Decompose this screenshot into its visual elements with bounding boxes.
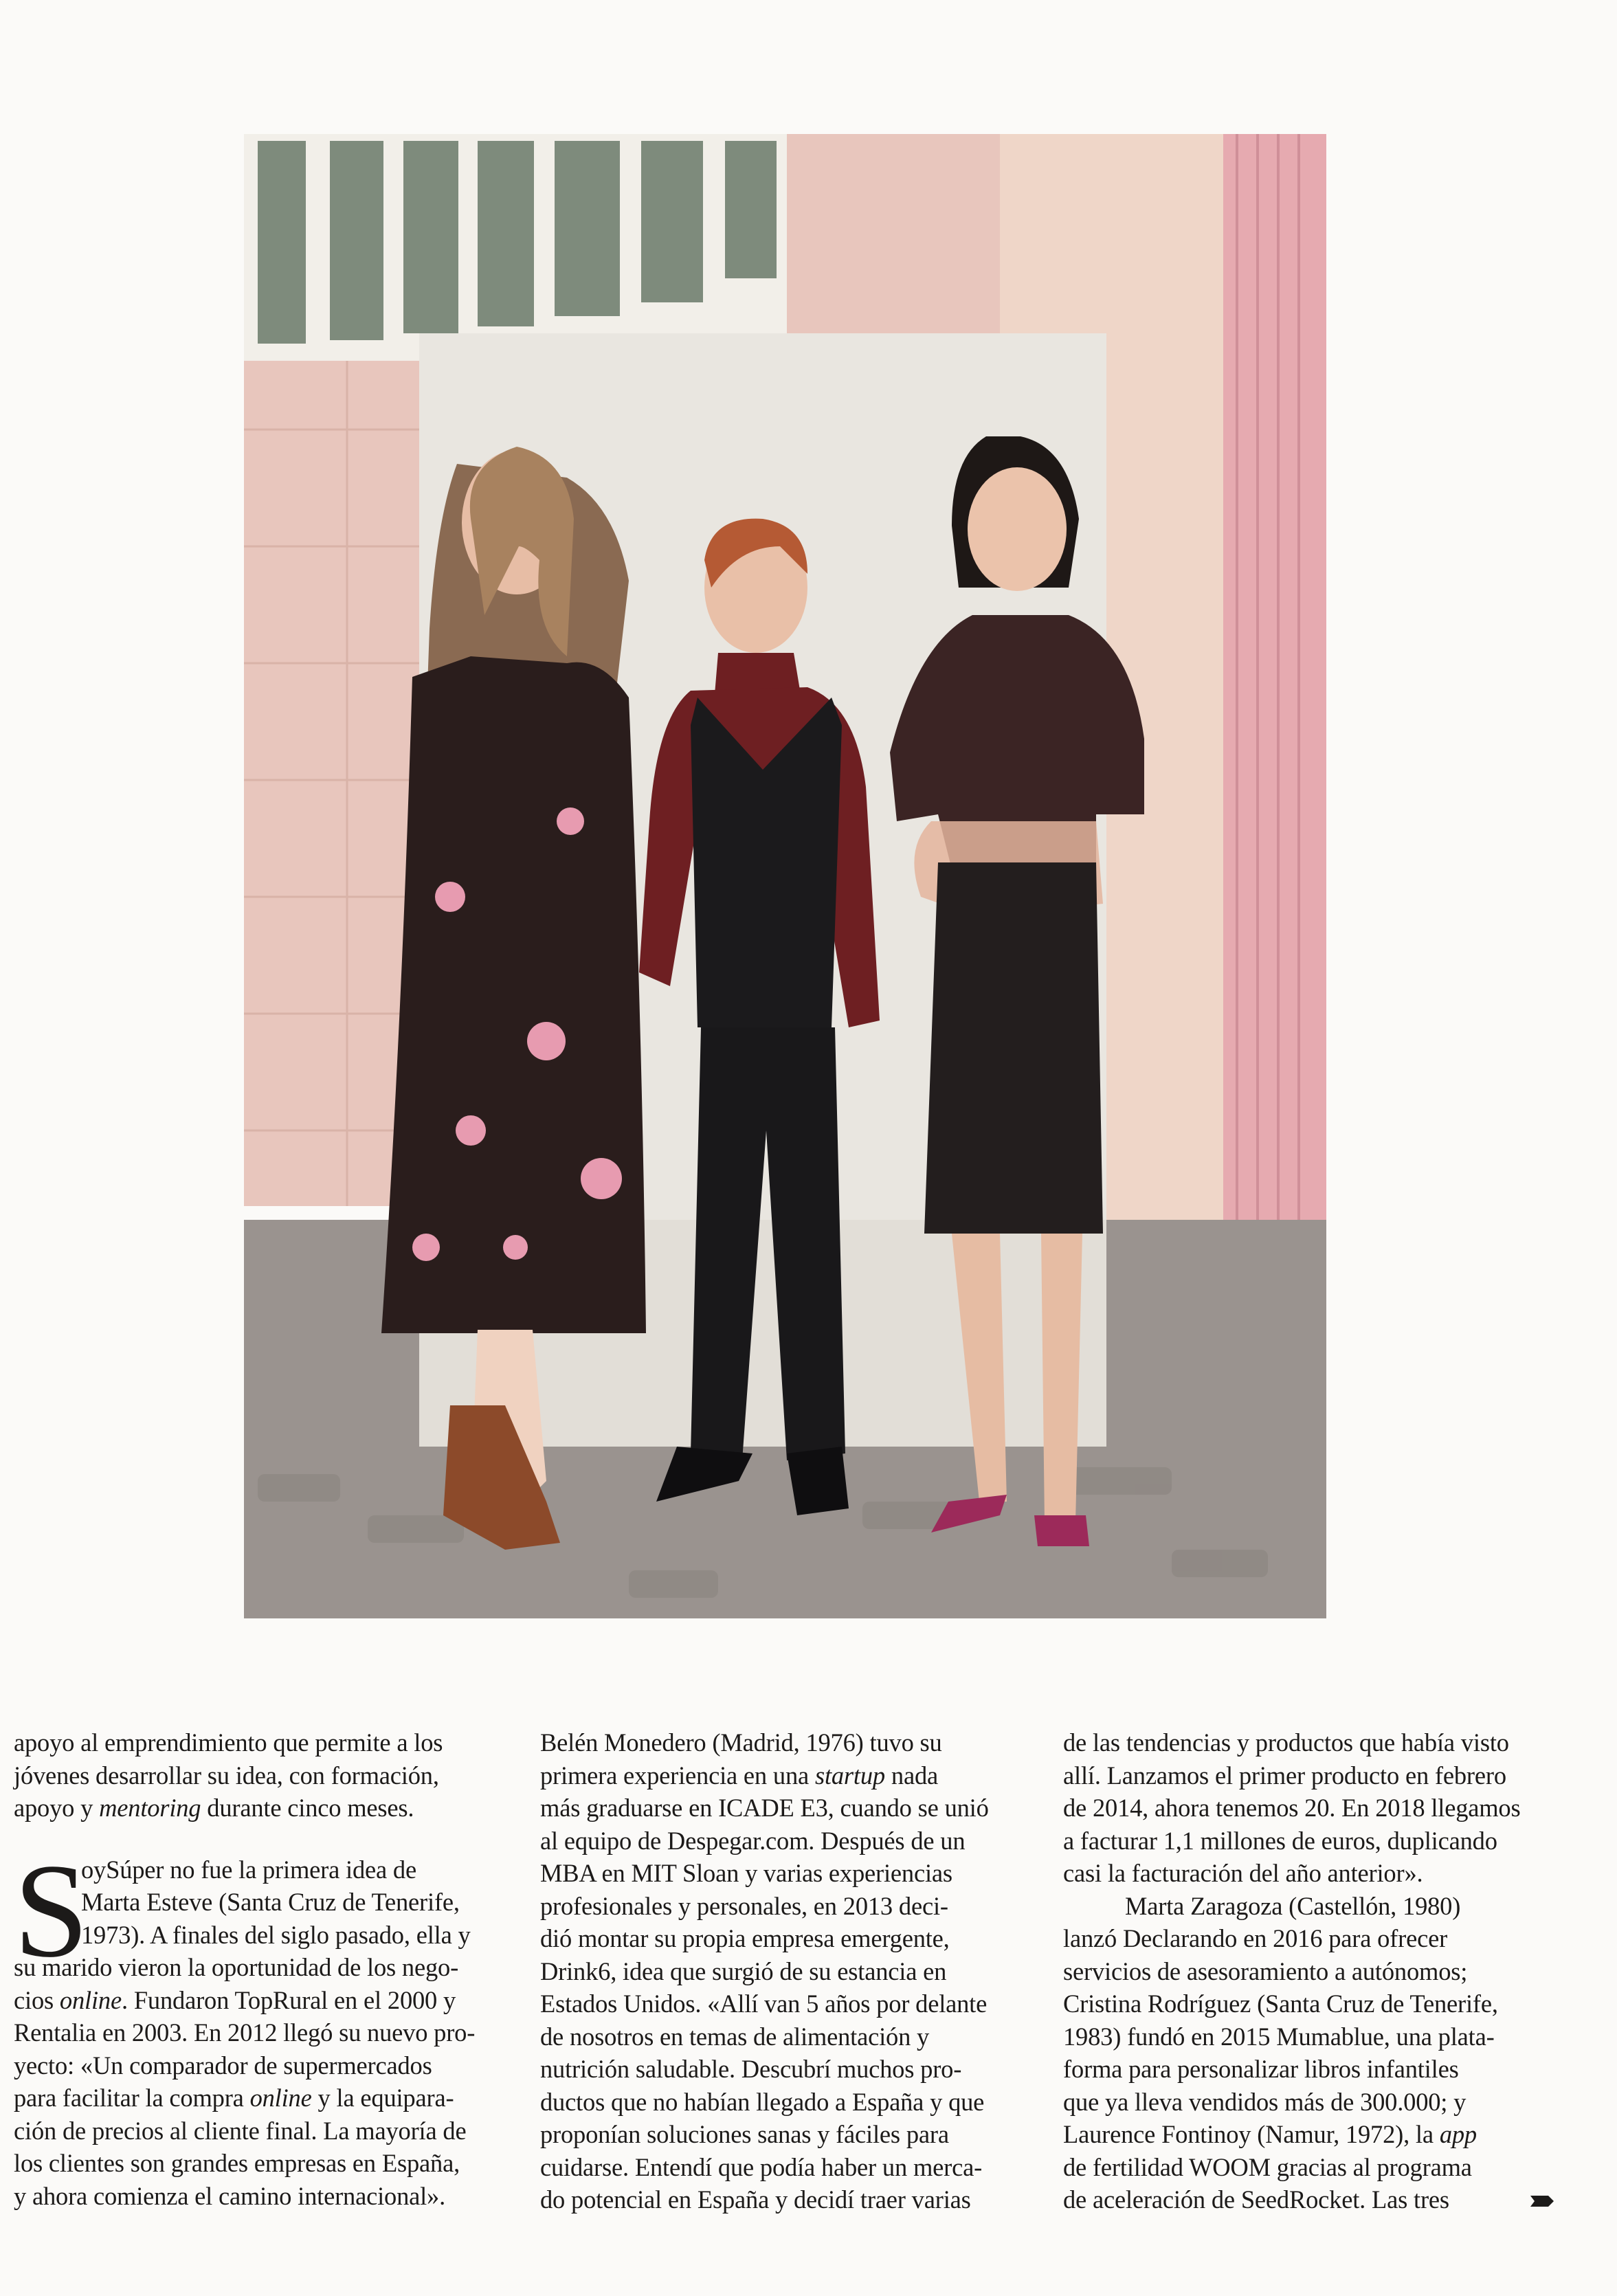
text-line: Marta Esteve (Santa Cruz de Tenerife, (81, 1888, 460, 1916)
text-line: de aceleración de SeedRocket. Las tres (1063, 2185, 1449, 2214)
column-2 (540, 1726, 1035, 2216)
text-line: profesionales y personales, en 2013 deci- (540, 1891, 948, 1920)
text-line: los clientes son grandes empresas en España, (14, 2149, 460, 2177)
text-line: casi la facturación del año anterior». (1063, 1859, 1423, 1887)
text-line: proponían soluciones sanas y fáciles para (540, 2120, 949, 2148)
text-line: servicios de asesoramiento a autónomos; (1063, 1957, 1468, 1985)
text-line: que ya lleva vendidos más de 300.000; y (1063, 2087, 1467, 2116)
text-line: 1973). A finales del siglo pasado, ella y (81, 1920, 471, 1949)
text-line: Estados Unidos. «Allí van 5 años por delante (540, 1990, 988, 2018)
text-line: a facturar 1,1 millones de euros, duplicando (1063, 1826, 1497, 1855)
text-line: Marta Zaragoza (Castellón, 1980) (1125, 1891, 1461, 1920)
text-line: de fertilidad WOOM gracias al programa (1063, 2152, 1472, 2181)
text-line: dió montar su propia empresa emergente, (540, 1924, 950, 1952)
text-line: de 2014, ahora tenemos 20. En 2018 llegamos (1063, 1794, 1521, 1822)
photo-illustration (244, 134, 1326, 1618)
text-line: su marido vieron la oportunidad de los nego- (14, 1953, 459, 1981)
text-line: Laurence Fontinoy (Namur, 1972), la app (1063, 2120, 1477, 2148)
text-line: Rentalia en 2003. En 2012 llegó su nuevo pro- (14, 2018, 476, 2047)
text-line: 1983) fundó en 2015 Mumablue, una plata- (1063, 2022, 1495, 2051)
text-line: al equipo de Despegar.com. Después de un (540, 1826, 966, 1855)
text-line: oySúper no fue la primera idea de (81, 1855, 416, 1884)
text-line: lanzó Declarando en 2016 para ofrecer (1063, 1924, 1448, 1952)
text-line: Belén Monedero (Madrid, 1976) tuvo su (540, 1728, 942, 1757)
text-line: nutrición saludable. Descubrí muchos pro- (540, 2055, 962, 2083)
text-line: Cristina Rodríguez (Santa Cruz de Tenerife, (1063, 1990, 1498, 2018)
text-line: primera experiencia en una startup nada (540, 1761, 939, 1790)
article-photo (244, 134, 1326, 1618)
column-3 (1063, 1726, 1572, 2216)
text-line: apoyo y mentoring durante cinco meses. (14, 1794, 414, 1822)
text-line: de nosotros en temas de alimentación y (540, 2022, 930, 2051)
text-line: jóvenes desarrollar su idea, con formación, (14, 1761, 439, 1790)
text-line: de las tendencias y productos que había visto (1063, 1728, 1509, 1757)
text-line: forma para personalizar libros infantiles (1063, 2055, 1459, 2083)
text-line: do potencial en España y decidí traer varias (540, 2185, 971, 2214)
drop-cap-letter: S (14, 1836, 89, 1985)
text-line: MBA en MIT Sloan y varias experiencias (540, 1859, 952, 1887)
pink-pillar (1223, 134, 1326, 1347)
text-line: allí. Lanzamos el primer producto en febrero (1063, 1761, 1506, 1790)
continue-arrow-icon (1530, 2196, 1554, 2207)
article-body (14, 1726, 1581, 2214)
text-line: Drink6, idea que surgió de su estancia en (540, 1957, 947, 1985)
text-line: apoyo al emprendimiento que permite a los (14, 1728, 443, 1757)
text-line: ción de precios al cliente final. La mayoría de (14, 2116, 467, 2145)
text-line: yecto: «Un comparador de supermercados (14, 2051, 432, 2080)
text-line: para facilitar la compra online y la equipara- (14, 2084, 454, 2112)
text-line: más graduarse en ICADE E3, cuando se unió (540, 1794, 989, 1822)
text-line: cios online. Fundaron TopRural en el 2000 y (14, 1985, 456, 2014)
text-line: cuidarse. Entendí que podía haber un merca- (540, 2152, 983, 2181)
text-line: y ahora comienza el camino internacional». (14, 2181, 446, 2210)
column-1 (14, 1726, 509, 2212)
text-line: ductos que no habían llegado a España y que (540, 2087, 985, 2116)
